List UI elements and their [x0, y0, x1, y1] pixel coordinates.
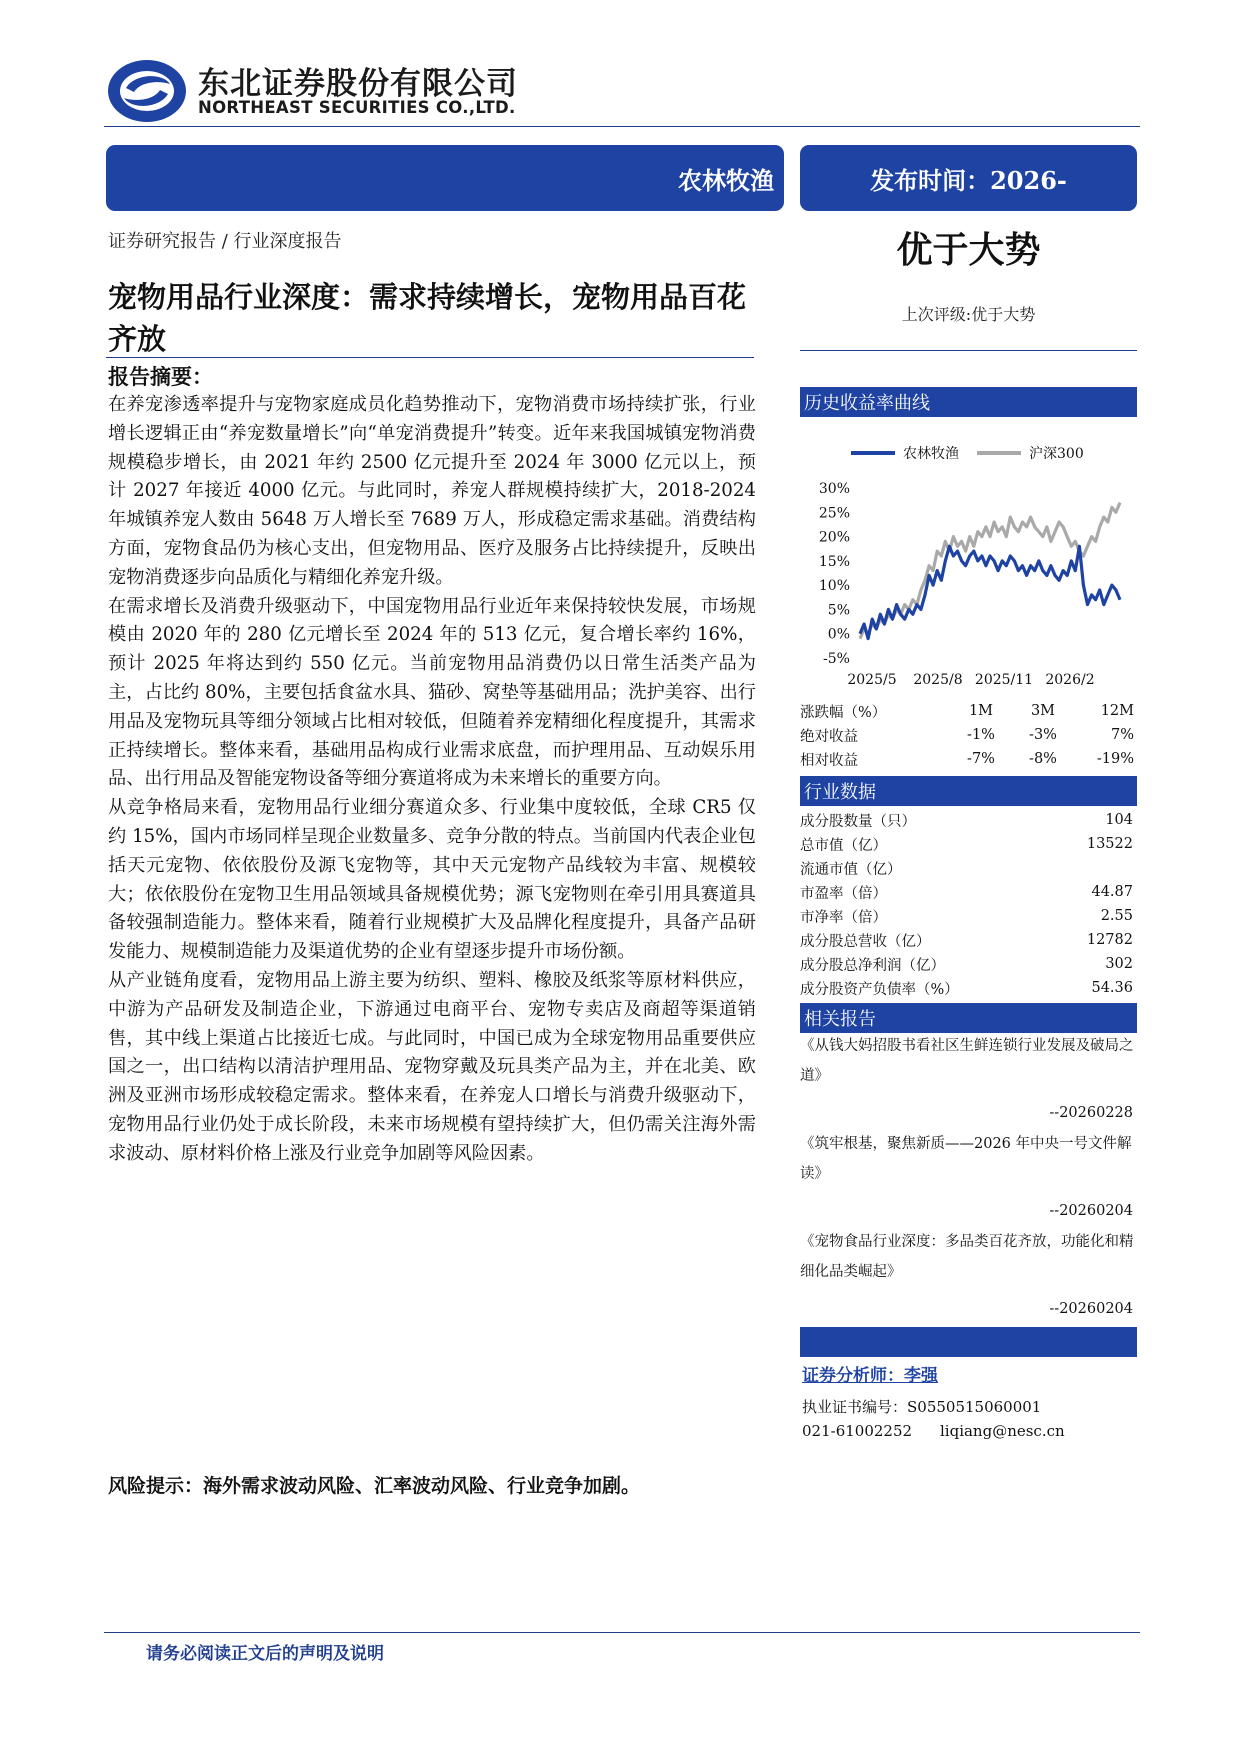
- perf-cell: -8%: [1029, 751, 1057, 767]
- risk-notice: 风险提示：海外需求波动风险、汇率波动风险、行业竞争加剧。: [108, 1475, 641, 1497]
- analyst-section-bar: [800, 1327, 1137, 1357]
- perf-cell: 绝对收益: [800, 728, 858, 745]
- related-report-link[interactable]: 《从钱大妈招股书看社区生鲜连锁行业发展及破局之道》: [800, 1038, 1134, 1084]
- legend-swatch-sector: [851, 451, 895, 455]
- perf-cell: -19%: [1096, 751, 1134, 767]
- x-tick-label: 2025/5: [847, 672, 897, 688]
- y-tick-label: 15%: [818, 553, 850, 570]
- industry-row: [800, 928, 1137, 952]
- y-tick-label: 10%: [818, 578, 850, 595]
- summary-heading: 报告摘要：: [108, 364, 213, 389]
- perf-header: 涨跌幅（%）: [800, 704, 887, 721]
- industry-label: 成分股数量（只）: [800, 813, 916, 830]
- previous-rating: 上次评级:优于大势: [901, 305, 1036, 324]
- y-tick-label: 5%: [827, 602, 850, 619]
- industry-section-title: 行业数据: [804, 782, 876, 803]
- chart-legend: [851, 443, 1084, 463]
- industry-label: 市盈率（倍）: [800, 885, 887, 902]
- summary-paragraph: 从竞争格局来看，宠物用品行业细分赛道众多、行业集中度较低，全球 CR5 仅约 15%，国内市场同样呈现企业数量多、竞争分散的特点。当前国内代表企业包括天元宠物、依依股份及源飞宠物等，其中天元宠物产品线较为丰富、规模较大；依依股份在宠物卫生用品领域具备规模优势；源飞宠物则在牵引用具赛道具备较强制造能力。整体来看，随着行业规模扩大及品牌化程度提升，具备产品研发能力、规模制造能力及渠道优势的企业有望逐步提升市场份额。: [108, 797, 756, 963]
- analyst-cert: 执业证书编号：S0550515060001: [802, 1398, 1042, 1416]
- legend-swatch-index: [977, 451, 1021, 455]
- industry-label: 成分股资产负债率（%）: [800, 981, 959, 998]
- disclaimer-notice: 请务必阅读正文后的声明及说明: [146, 1644, 384, 1664]
- related-section-title: 相关报告: [804, 1009, 876, 1030]
- related-report-link[interactable]: 《宠物食品行业深度：多品类百花齐放，功能化和精细化品类崛起》: [800, 1234, 1134, 1280]
- industry-value: 302: [1105, 956, 1133, 972]
- x-tick-label: 2025/11: [974, 672, 1034, 688]
- analyst-name: 证券分析师：李强: [802, 1366, 938, 1386]
- breadcrumb: 证券研究报告 / 行业深度报告: [108, 231, 342, 252]
- performance-header-row: [800, 699, 1137, 723]
- related-section-header: [800, 1003, 1137, 1033]
- sector-label: 农林牧渔: [678, 165, 774, 195]
- rating: 优于大势: [896, 229, 1041, 271]
- performance-row: [800, 723, 1137, 747]
- industry-section-header: [800, 776, 1137, 806]
- footer-divider: [104, 1632, 1140, 1633]
- series-line-sector: [860, 546, 1120, 638]
- industry-label: 成分股总营收（亿）: [800, 933, 931, 950]
- summary-paragraph: 在养宠渗透率提升与宠物家庭成员化趋势推动下，宠物消费市场持续扩张，行业增长逻辑正由“养宠数量增长”向“单宠消费提升”转变。近年来我国城镇宠物消费规模稳步增长，由 2021 年约 2500 亿元提升至 2024 年 3000 亿元以上，预计 2027 年接近 4000 亿元。与此同时，养宠人群规模持续扩大，2018-2024 年城镇养宠人数由 5648 万人增长至 7689 万人，形成稳定需求基础。消费结构方面，宠物食品仍为核心支出，但宠物用品、医疗及服务占比持续提升，反映出宠物消费逐步向品质化与精细化养宠升级。: [108, 394, 756, 588]
- chart-section-header: [800, 387, 1137, 417]
- performance-row: [800, 747, 1137, 771]
- analyst-phone: 021-61002252: [802, 1422, 913, 1440]
- industry-value: 104: [1105, 812, 1133, 828]
- industry-label: 总市值（亿）: [800, 837, 887, 854]
- performance-table: [800, 699, 1137, 771]
- summary-paragraph: 从产业链角度看，宠物用品上游主要为纺织、塑料、橡胶及纸浆等原材料供应，中游为产品研发及制造企业，下游通过电商平台、宠物专卖店及商超等渠道销售，其中线上渠道占比接近七成。与此同时，中国已成为全球宠物用品重要供应国之一，出口结构以清洁护理用品、宠物穿戴及玩具类产品为主，并在北美、欧洲及亚洲市场形成较稳定需求。整体来看，在养宠人口增长与消费升级驱动下，宠物用品行业仍处于成长阶段，未来市场规模有望持续扩大，但仍需关注海外需求波动、原材料价格上涨及行业竞争加剧等风险因素。: [108, 969, 756, 1164]
- x-tick-label: 2026/2: [1045, 672, 1095, 688]
- industry-row: [800, 880, 1137, 904]
- industry-row: [800, 808, 1137, 832]
- industry-row: [800, 976, 1137, 1000]
- header-divider: [104, 126, 1140, 127]
- sector-banner: [106, 145, 784, 211]
- y-tick-label: 30%: [818, 481, 850, 497]
- industry-row: [800, 832, 1137, 856]
- summary-body: [108, 391, 756, 1169]
- industry-row: [800, 952, 1137, 976]
- y-tick-label: 25%: [818, 505, 850, 522]
- chart-section-title: 历史收益率曲线: [804, 393, 930, 414]
- perf-header: 12M: [1100, 703, 1134, 719]
- x-tick-label: 2025/8: [913, 672, 963, 688]
- return-chart: [800, 470, 1137, 692]
- publish-banner: [800, 145, 1137, 211]
- perf-cell: -1%: [967, 727, 995, 743]
- y-tick-label: 20%: [818, 529, 850, 546]
- related-report-link[interactable]: 《筑牢根基，聚焦新质——2026 年中央一号文件解读》: [800, 1136, 1132, 1182]
- title-divider: [106, 357, 754, 358]
- analyst-email[interactable]: liqiang@nesc.cn: [940, 1422, 1065, 1440]
- related-report-date: --20260204: [1049, 1203, 1133, 1219]
- industry-value: 12782: [1086, 932, 1133, 948]
- industry-label: 成分股总净利润（亿）: [800, 957, 945, 974]
- rating-divider: [800, 350, 1137, 351]
- perf-cell: -7%: [967, 751, 995, 767]
- industry-value: 44.87: [1091, 884, 1133, 900]
- publish-date: 发布时间：2026-: [870, 165, 1067, 195]
- industry-label: 市净率（倍）: [800, 909, 887, 926]
- perf-header: 3M: [1030, 703, 1056, 719]
- y-tick-label: -5%: [823, 651, 850, 667]
- perf-cell: 7%: [1110, 727, 1134, 743]
- industry-value: 13522: [1086, 836, 1133, 852]
- company-name-cn: 东北证券股份有限公司: [198, 66, 518, 102]
- industry-row: [800, 904, 1137, 928]
- perf-cell: 相对收益: [800, 752, 858, 769]
- industry-label: 流通市值（亿）: [800, 861, 902, 878]
- company-name-en: NORTHEAST SECURITIES CO.,LTD.: [198, 98, 516, 117]
- related-report-date: --20260228: [1049, 1105, 1133, 1121]
- related-report-date: --20260204: [1049, 1301, 1133, 1317]
- perf-cell: -3%: [1029, 727, 1057, 743]
- legend-label-index: 沪深300: [1029, 446, 1084, 462]
- company-logo: [106, 58, 188, 124]
- industry-value: 54.36: [1091, 980, 1133, 996]
- y-tick-label: 0%: [827, 626, 850, 643]
- perf-header: 1M: [968, 703, 994, 719]
- summary-paragraph: 在需求增长及消费升级驱动下，中国宠物用品行业近年来保持较快发展，市场规模由 2020 年的 280 亿元增长至 2024 年的 513 亿元，复合增长率约 16%，预计 2025 年将达到约 550 亿元。当前宠物用品消费仍以日常生活类产品为主，占比约 80%，主要包括食盆水具、猫砂、窝垫等基础用品；洗护美容、出行用品及宠物玩具等细分领域占比相对较低，但随着养宠精细化程度提升，其需求正持续增长。整体来看，基础用品构成行业需求底盘，而护理用品、互动娱乐用品、出行用品及智能宠物设备等细分赛道将成为未来增长的重要方向。: [108, 595, 756, 790]
- industry-value: 2.55: [1100, 908, 1133, 924]
- report-title: 宠物用品行业深度：需求持续增长，宠物用品百花齐放: [108, 280, 747, 356]
- legend-label-sector: 农林牧渔: [903, 446, 959, 462]
- industry-row: [800, 856, 1137, 880]
